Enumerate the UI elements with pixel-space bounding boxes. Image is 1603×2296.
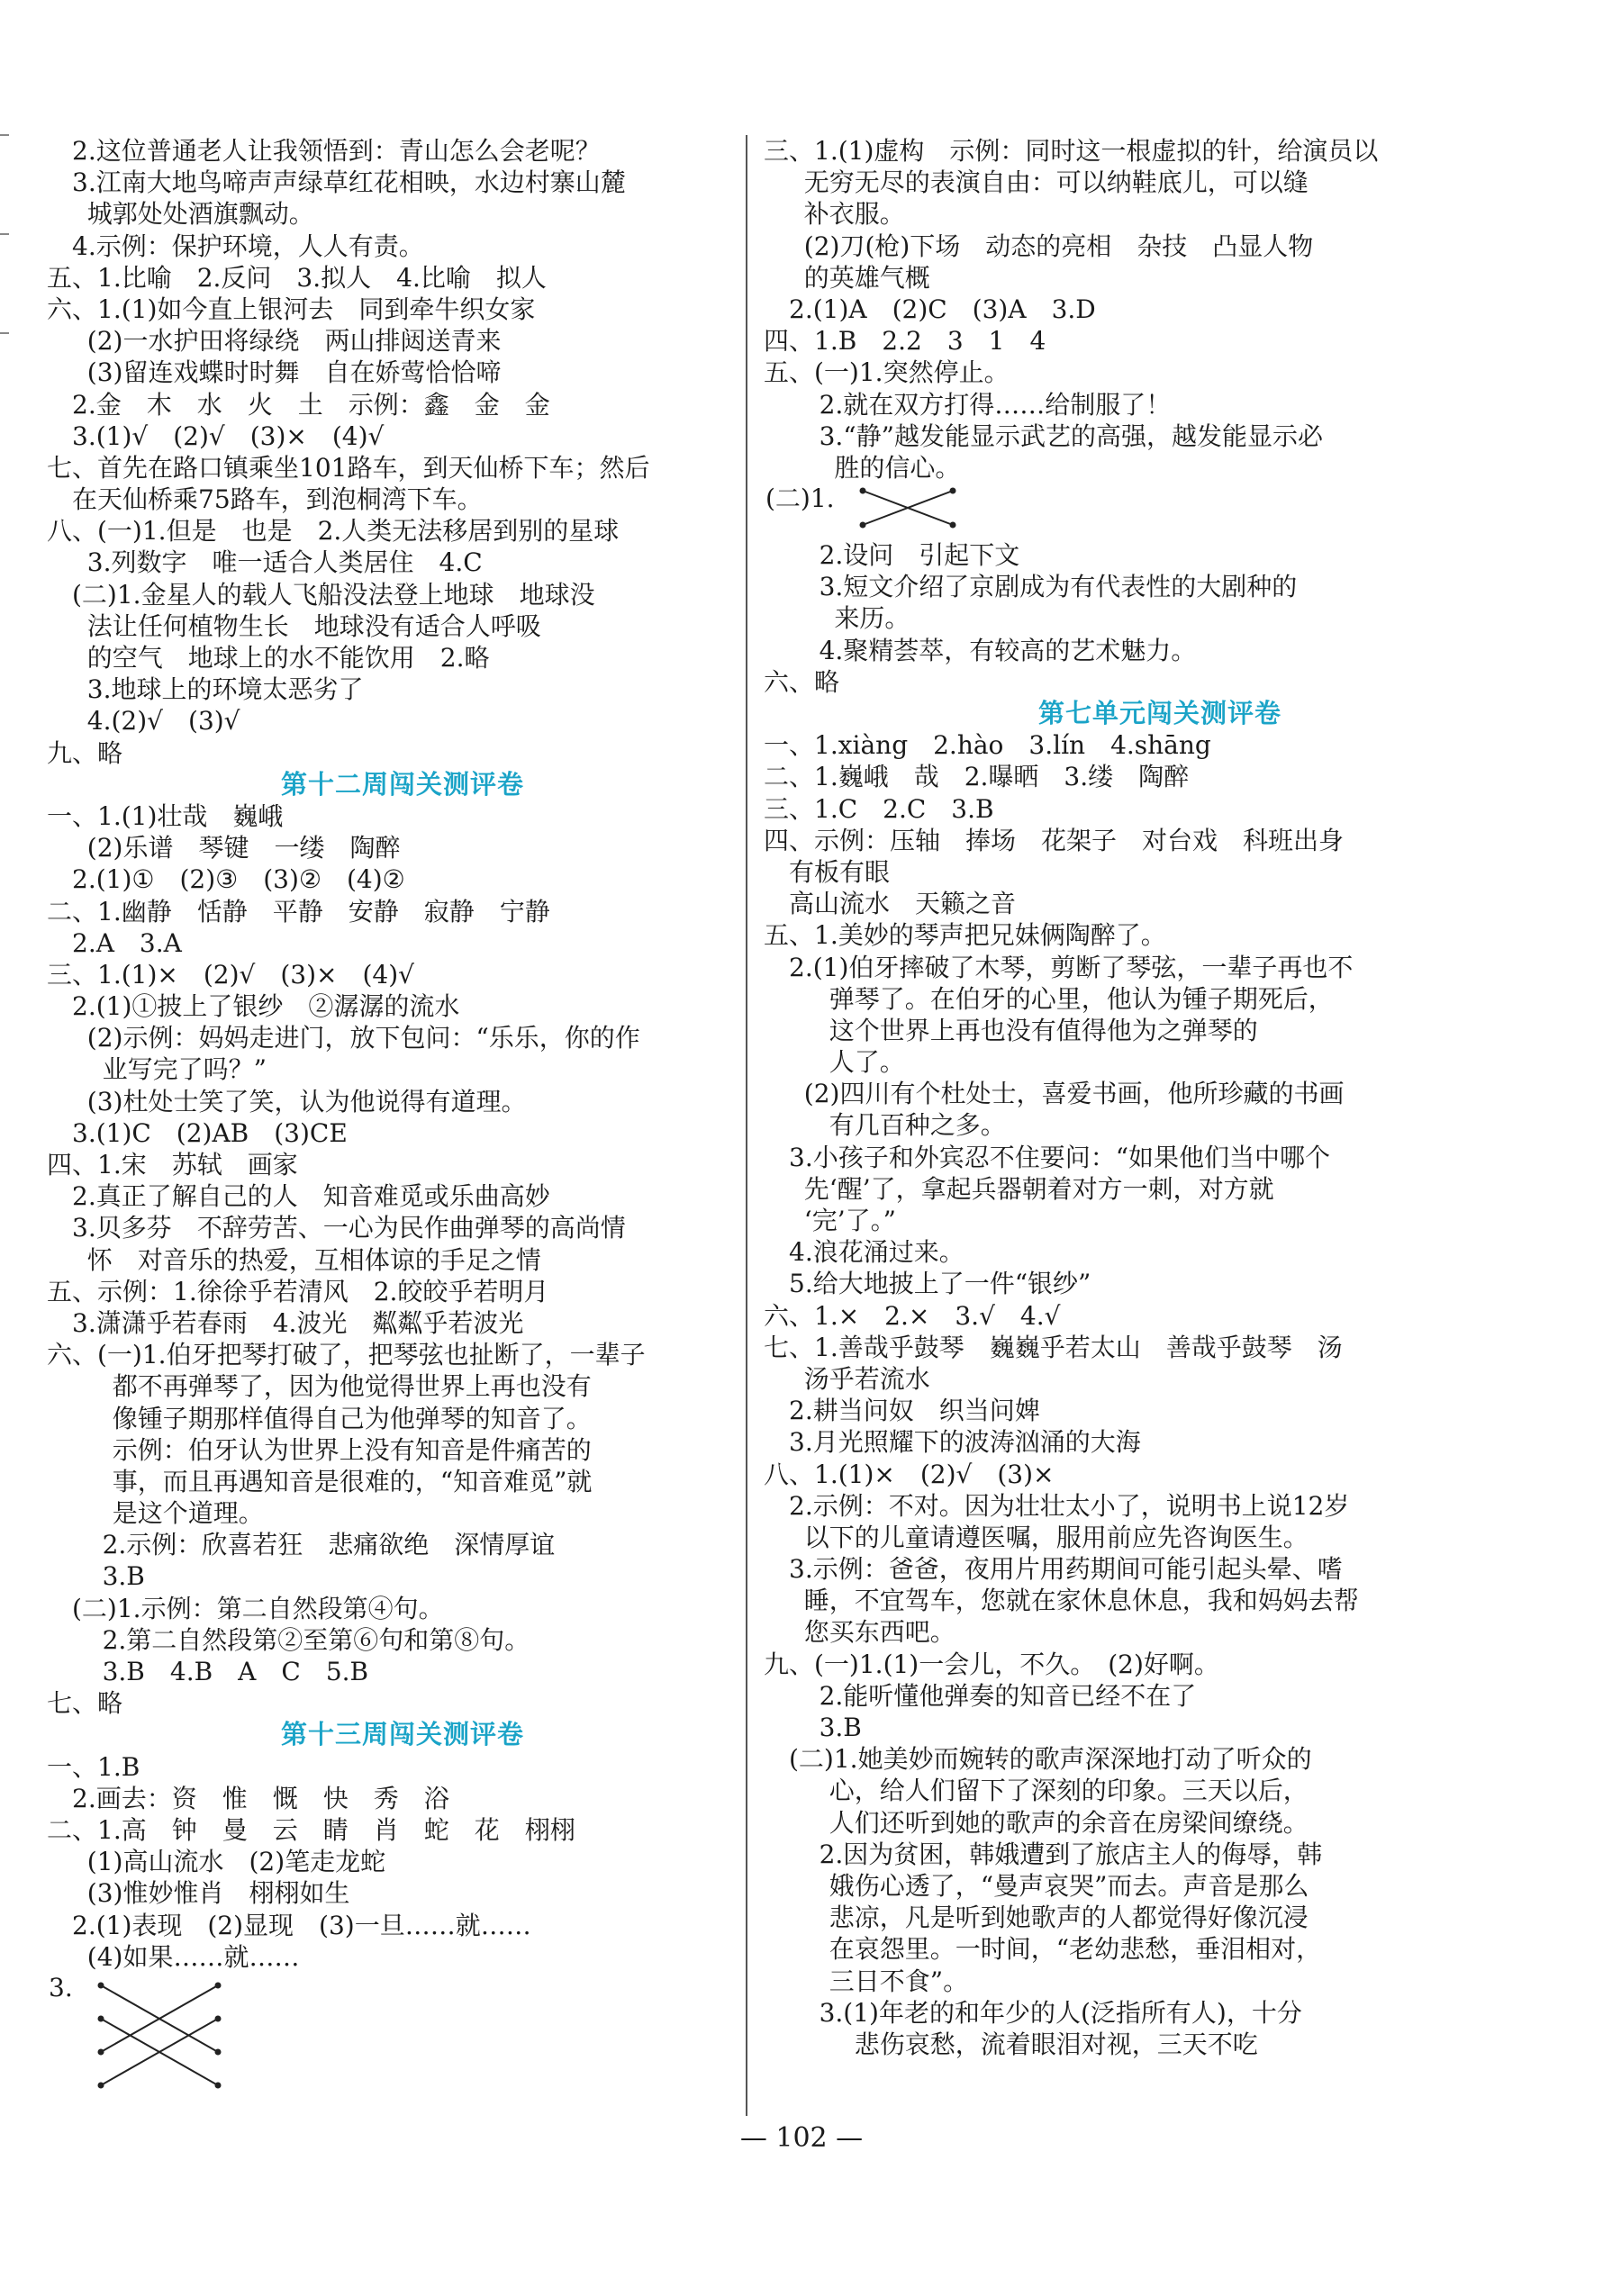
matching-lines	[47, 1973, 281, 2108]
answer-line: 4.示例：保护环境，人人有责。	[72, 231, 424, 261]
answer-column-right	[764, 135, 1556, 2060]
answer-line: 三日不食”。	[829, 1966, 969, 1996]
answer-line: 3.列数字 唯一适合人类居住 4.C	[86, 547, 483, 578]
answer-line: 四、1.宋 苏轼 画家	[47, 1150, 298, 1180]
answer-line: 胜的信心。	[834, 452, 961, 483]
matching-dot	[950, 488, 956, 494]
answer-line: 3.B	[819, 1713, 862, 1742]
answer-line: 2.金 木 水 火 土 示例：鑫 金 金	[72, 389, 550, 420]
matching-label: (二)1.	[765, 484, 835, 514]
answer-line: 高山流水 天籁之音	[789, 889, 1017, 919]
answer-line: 有几百种之多。	[829, 1110, 1006, 1141]
answer-line: 法让任何植物生长 地球没有适合人呼吸	[86, 610, 541, 641]
answer-line: 八、1.(1)× (2)√ (3)×	[764, 1459, 1055, 1489]
answer-line: 3.示例：爸爸，夜用片用药期间可能引起头晕、嗜	[789, 1554, 1343, 1585]
matching-dot	[215, 2048, 222, 2055]
matching-dot	[98, 2015, 104, 2021]
page-edge-marks	[0, 108, 16, 432]
answer-line: 3.小孩子和外宾忍不住要问：“如果他们当中哪个	[789, 1142, 1331, 1172]
section-title: 第十二周闯关测评卷	[280, 768, 524, 800]
answer-line: 四、1.B 2.2 3 1 4	[764, 326, 1046, 357]
answer-line: 3.B	[102, 1561, 145, 1592]
answer-line: (二)1.示例：第二自然段第④句。	[72, 1593, 444, 1623]
answer-line: 的空气 地球上的水不能饮用 2.略	[86, 643, 490, 673]
answer-line: 一、1.(1)壮哉 巍峨	[47, 800, 284, 831]
answer-line: 四、示例：压轴 捧场 花架子 对台戏 科班出身	[764, 825, 1345, 855]
answer-line: 五、1.美妙的琴声把兄妹俩陶醉了。	[764, 920, 1166, 951]
answer-line: 先‘醒’了，拿起兵器朝着对方一刺，对方就	[803, 1173, 1274, 1204]
answer-line: 无穷无尽的表演自由：可以纳鞋底儿，可以缝	[803, 167, 1309, 198]
answer-line: 城郭处处酒旗飘动。	[86, 199, 314, 230]
answer-line: (3)惟妙惟肖 栩栩如生	[86, 1878, 350, 1909]
answer-line: 二、1.幽静 恬静 平静 安静 寂静 宁静	[47, 896, 550, 927]
answer-line: (3)留连戏蝶时时舞 自在娇莺恰恰啼	[86, 357, 502, 388]
answer-line: 示例：伯牙认为世界上没有知音是件痛苦的	[112, 1434, 592, 1465]
answer-line: 娥伤心透了，“曼声哀哭”而去。声音是那么	[829, 1870, 1309, 1901]
answer-line: 有板有眼	[789, 856, 891, 887]
answer-line: 心，给人们留下了深刻的印象。三天以后，	[829, 1776, 1309, 1806]
answer-line: 六、1.(1)如今直上银河去 同到牵牛织女家	[47, 294, 536, 324]
answer-line: (2)一水护田将绿绕 两山排闼送青来	[86, 326, 502, 357]
answer-line: ‘完’了。”	[803, 1206, 896, 1235]
answer-line: 3.月光照耀下的波涛汹涌的大海	[789, 1427, 1141, 1458]
answer-line: 3.(1)C (2)AB (3)CE	[72, 1117, 348, 1148]
answer-line: 2.(1)表现 (2)显现 (3)一旦……就……	[72, 1910, 531, 1940]
answer-line: 人了。	[829, 1047, 905, 1078]
answer-line: 来历。	[834, 603, 910, 634]
matching-lines	[764, 484, 998, 538]
answer-line: 二、1.巍峨 哉 2.曝晒 3.缕 陶醉	[764, 762, 1190, 792]
answer-line: 2.A 3.A	[72, 927, 182, 958]
answer-column-left	[47, 135, 758, 2108]
answer-line: 2.画去：资 惟 慨 快 秀 浴	[72, 1783, 449, 1813]
page-number: — 102 —	[739, 2122, 864, 2154]
answer-line: 七、1.善哉乎鼓琴 巍巍乎若太山 善哉乎鼓琴 汤	[764, 1332, 1343, 1362]
answer-line: 3.“静”越发能显示武艺的高强，越发能显示必	[819, 420, 1323, 451]
answer-line: 六、(一)1.伯牙把琴打破了，把琴弦也扯断了，一辈子	[47, 1340, 646, 1370]
matching-dot	[98, 2048, 104, 2055]
answer-line: 在哀怨里。一时间，“老幼悲愁，垂泪相对，	[829, 1934, 1322, 1965]
answer-line: (2)乐谱 琴键 一缕 陶醉	[86, 833, 401, 863]
answer-line: 五、示例：1.徐徐乎若清风 2.皎皎乎若明月	[47, 1276, 549, 1306]
answer-line: 七、略	[47, 1688, 123, 1719]
answer-line: 2.(1)①披上了银纱 ②潺潺的流水	[72, 991, 460, 1022]
answer-line: 3.江南大地鸟啼声声绿草红花相映，水边村寨山麓	[72, 167, 626, 198]
answer-line: (2)刀(枪)下场 动态的亮相 杂技 凸显人物	[803, 231, 1314, 261]
answer-line: 3.短文介绍了京剧成为有代表性的大剧种的	[819, 572, 1298, 602]
answer-line: 4.浪花涌过来。	[789, 1237, 965, 1268]
answer-line: 2.示例：欣喜若狂 悲痛欲绝 深情厚谊	[102, 1530, 556, 1560]
answer-line: 一、1.xiàng 2.hào 3.lín 4.shāng	[764, 730, 1211, 761]
answer-line: 4.聚精荟萃，有较高的艺术魅力。	[819, 635, 1197, 665]
column-divider	[746, 135, 747, 2116]
answer-line: 像锺子期那样值得自己为他弹琴的知音了。	[112, 1403, 592, 1433]
answer-line: (2)四川有个杜处士，喜爱书画，他所珍藏的书画	[803, 1079, 1345, 1109]
answer-line: 悲伤哀愁，流着眼泪对视，三天不吃	[854, 2029, 1258, 2059]
answer-line: 业写完了吗？”	[102, 1054, 267, 1085]
answer-line: 九、(一)1.(1)一会儿，不久。 (2)好啊。	[764, 1649, 1219, 1679]
answer-line: 以下的儿童请遵医嘱，服用前应先咨询医生。	[803, 1522, 1309, 1552]
answer-line: 三、1.(1)× (2)√ (3)× (4)√	[47, 959, 414, 990]
matching-dot	[950, 522, 956, 529]
answer-line: 2.能听懂他弹奏的知音已经不在了	[819, 1680, 1197, 1711]
answer-line: 睡，不宜驾车，您就在家休息休息，我和妈妈去帮	[803, 1586, 1359, 1616]
matching-dot	[215, 2015, 222, 2021]
answer-line: (3)杜处士笑了笑，认为他说得有道理。	[86, 1086, 527, 1116]
answer-line: 2.(1)① (2)③ (3)② (4)②	[72, 864, 405, 895]
answer-line: (二)1.金星人的载人飞船没法登上地球 地球没	[72, 579, 595, 610]
answer-line: 2.设问 引起下文	[819, 540, 1020, 571]
matching-label: 3.	[49, 1972, 73, 2002]
answer-line: 是这个道理。	[112, 1498, 264, 1529]
answer-line: 3.潇潇乎若春雨 4.波光 粼粼乎若波光	[72, 1307, 524, 1338]
answer-line: 2.耕当问奴 织当问婢	[789, 1396, 1040, 1426]
answer-line: 人们还听到她的歌声的余音在房梁间缭绕。	[829, 1807, 1309, 1838]
answer-line: 三、1.(1)虚构 示例：同时这一根虚拟的针，给演员以	[764, 136, 1379, 166]
answer-line: 2.就在双方打得……给制服了！	[819, 389, 1172, 420]
answer-line: (2)示例：妈妈走进门，放下包问：“乐乐，你的作	[86, 1023, 640, 1053]
answer-line: 补衣服。	[803, 199, 905, 230]
section-title: 第七单元闯关测评卷	[1037, 698, 1281, 728]
answer-line: 3.B 4.B A C 5.B	[102, 1657, 369, 1686]
answer-line: 在天仙桥乘75路车，到泡桐湾下车。	[72, 484, 483, 515]
answer-line: 这个世界上再也没有值得他为之弹琴的	[829, 1015, 1258, 1045]
answer-line: 3.(1)年老的和年少的人(泛指所有人)，十分	[819, 1997, 1302, 2028]
answer-line: 2.(1)A (2)C (3)A 3.D	[789, 294, 1096, 324]
matching-dot	[98, 1982, 104, 1988]
answer-line: 3.(1)√ (2)√ (3)× (4)√	[72, 420, 385, 451]
matching-diagram	[764, 484, 1556, 539]
answer-line: 三、1.C 2.C 3.B	[764, 793, 994, 824]
answer-line: 2.第二自然段第②至第⑥句和第⑧句。	[102, 1624, 530, 1655]
answer-line: 怀 对音乐的热爱，互相体谅的手足之情	[86, 1244, 541, 1275]
answer-line: 五、1.比喻 2.反问 3.拟人 4.比喻 拟人	[47, 262, 547, 293]
matching-dot	[215, 1982, 222, 1988]
matching-diagram	[47, 1973, 758, 2108]
answer-line: 六、略	[764, 666, 840, 697]
section-title: 第十三周闯关测评卷	[280, 1719, 524, 1750]
matching-dot	[215, 2082, 222, 2088]
answer-line: 2.这位普通老人让我领悟到：青山怎么会老呢？	[72, 136, 601, 166]
answer-line: 的英雄气概	[803, 262, 930, 293]
answer-line: 3.地球上的环境太恶劣了	[86, 674, 364, 705]
answer-line: (4)如果……就……	[86, 1941, 300, 1972]
answer-line: 您买东西吧。	[803, 1617, 955, 1648]
answer-line: 都不再弹琴了，因为他觉得世界上再也没有	[112, 1371, 592, 1402]
answer-line: 九、略	[47, 737, 123, 768]
matching-dot	[860, 522, 866, 529]
answer-line: 5.给大地披上了一件“银纱”	[789, 1269, 1091, 1299]
answer-line: 2.示例：不对。因为壮壮太小了，说明书上说12岁	[789, 1490, 1350, 1521]
answer-line: 五、(一)1.突然停止。	[764, 357, 1010, 388]
answer-line: 汤乎若流水	[803, 1363, 930, 1394]
answer-line: 3.贝多芬 不辞劳苦、一心为民作曲弹琴的高尚情	[72, 1213, 626, 1243]
answer-line: 二、1.高 钟 曼 云 睛 肖 蛇 花 栩栩	[47, 1814, 575, 1845]
answer-line: 2.真正了解自己的人 知音难觅或乐曲高妙	[72, 1181, 550, 1212]
answer-line: 悲凉，凡是听到她歌声的人都觉得好像沉浸	[829, 1903, 1309, 1933]
answer-line: (二)1.她美妙而婉转的歌声深深地打动了听众的	[789, 1744, 1312, 1775]
matching-dot	[98, 2082, 104, 2088]
matching-dot	[860, 488, 866, 494]
answer-line: 2.因为贫困，韩娥遭到了旅店主人的侮辱，韩	[819, 1839, 1323, 1869]
answer-line: 六、1.× 2.× 3.√ 4.√	[764, 1300, 1061, 1331]
answer-line: 七、首先在路口镇乘坐101路车，到天仙桥下车；然后	[47, 452, 650, 483]
answer-line: 八、(一)1.但是 也是 2.人类无法移居到别的星球	[47, 516, 620, 547]
answer-line: (1)高山流水 (2)笔走龙蛇	[86, 1847, 386, 1877]
answer-line: 一、1.B	[47, 1751, 140, 1782]
answer-line: 弹琴了。在伯牙的心里，他认为锺子期死后，	[829, 983, 1334, 1014]
answer-line: 事，而且再遇知音是很难的，“知音难觅”就	[112, 1466, 593, 1496]
answer-line: 4.(2)√ (3)√	[86, 706, 240, 737]
answer-line: 2.(1)伯牙摔破了木琴，剪断了琴弦，一辈子再也不	[789, 952, 1354, 982]
